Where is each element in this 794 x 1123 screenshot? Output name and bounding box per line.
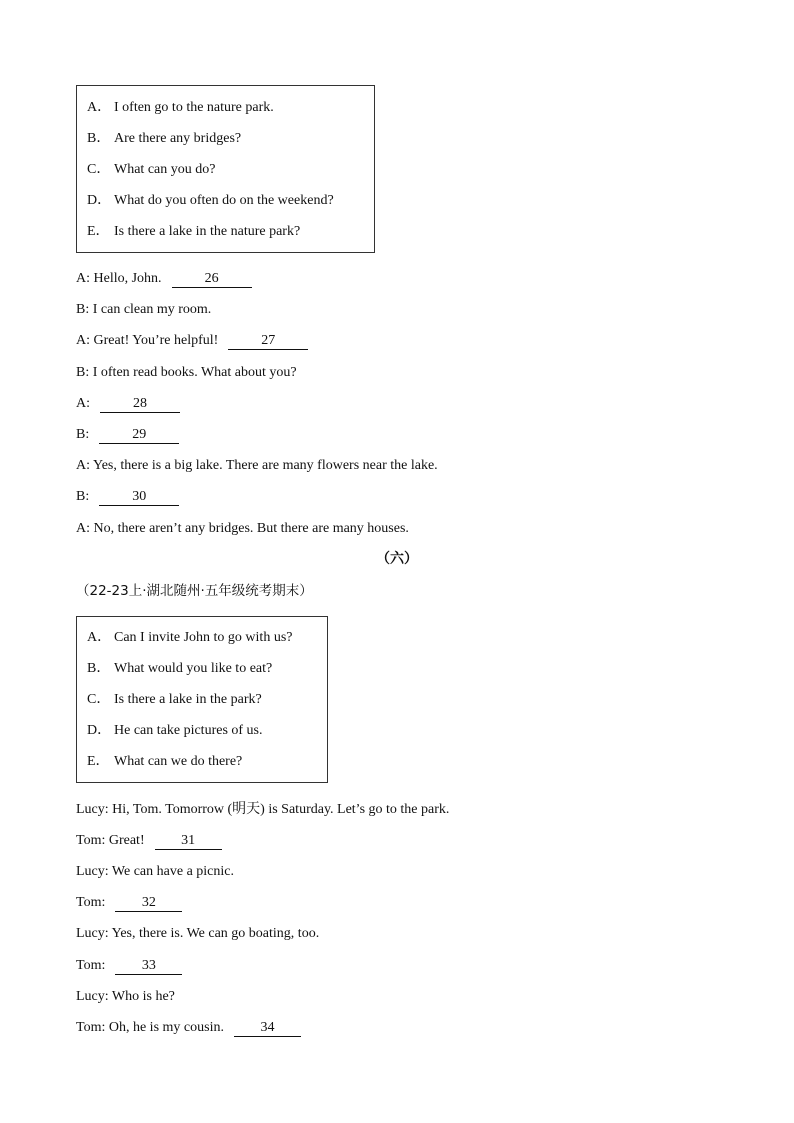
answer-blank[interactable]: 30	[99, 489, 179, 506]
dialogue-line: A: No, there aren’t any bridges. But there are many houses.	[76, 521, 409, 536]
answer-blank[interactable]: 34	[234, 1020, 301, 1037]
answer-blank[interactable]: 28	[100, 396, 180, 413]
dialogue-line: A: Great! You’re helpful! 27	[76, 332, 308, 350]
dialogue-line: A: 28	[76, 395, 180, 413]
option-b: B． What would you like to eat?	[87, 661, 273, 676]
option-c: C． What can you do?	[87, 162, 216, 177]
dialogue-line: Tom: Oh, he is my cousin. 34	[76, 1019, 301, 1037]
exam-source: （22-23上·湖北随州·五年级统考期末）	[76, 583, 313, 599]
options-box-section-6	[76, 616, 328, 783]
options-box-section-5	[76, 85, 375, 253]
option-e: E． Is there a lake in the nature park?	[87, 224, 301, 239]
dialogue-line: A: Yes, there is a big lake. There are many flowers near the lake.	[76, 458, 438, 473]
dialogue-line: Lucy: Yes, there is. We can go boating, too.	[76, 926, 320, 941]
dialogue-line: Tom: 32	[76, 894, 182, 912]
answer-blank[interactable]: 29	[99, 427, 179, 444]
dialogue-line: Lucy: Hi, Tom. Tomorrow (明天) is Saturday. Let’s go to the park.	[76, 802, 450, 817]
dialogue-line: B: 30	[76, 488, 179, 506]
option-b: B． Are there any bridges?	[87, 131, 242, 146]
dialogue-line: B: 29	[76, 426, 179, 444]
dialogue-line: B: I often read books. What about you?	[76, 365, 297, 380]
answer-blank[interactable]: 26	[172, 271, 252, 288]
answer-blank[interactable]: 27	[228, 333, 308, 350]
dialogue-line: Lucy: Who is he?	[76, 989, 175, 1004]
dialogue-line: Lucy: We can have a picnic.	[76, 864, 234, 879]
option-e: E． What can we do there?	[87, 754, 243, 769]
answer-blank[interactable]: 32	[115, 895, 182, 912]
option-a: A． Can I invite John to go with us?	[87, 630, 293, 645]
dialogue-line: A: Hello, John. 26	[76, 270, 252, 288]
dialogue-line: Tom: Great! 31	[76, 832, 222, 850]
answer-blank[interactable]: 33	[115, 958, 182, 975]
option-c: C． Is there a lake in the park?	[87, 692, 262, 707]
dialogue-line: Tom: 33	[76, 957, 182, 975]
dialogue-line: B: I can clean my room.	[76, 302, 212, 317]
section-heading: （六）	[376, 551, 418, 567]
option-d: D． What do you often do on the weekend?	[87, 193, 334, 208]
option-d: D． He can take pictures of us.	[87, 723, 263, 738]
answer-blank[interactable]: 31	[155, 833, 222, 850]
option-a: A． I often go to the nature park.	[87, 100, 274, 115]
